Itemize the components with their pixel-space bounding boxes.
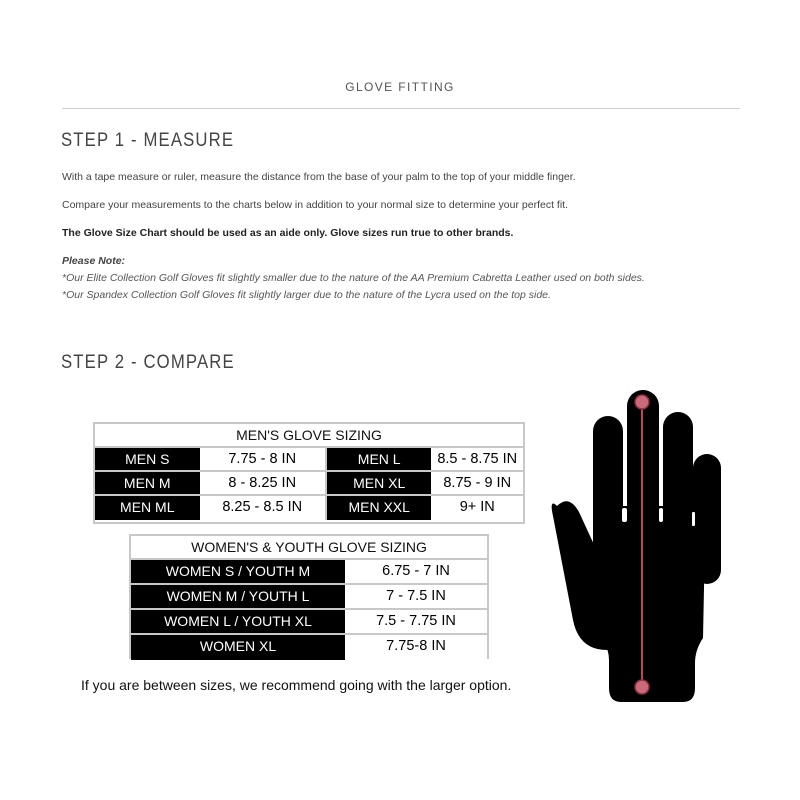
note-elite-collection: *Our Elite Collection Golf Gloves fit slightly smaller due to the nature of the AA Premium Cabretta Leather used on both sides.	[62, 272, 645, 284]
size-value: 7.75-8 IN	[345, 635, 487, 660]
size-value: 8.25 - 8.5 IN	[200, 496, 327, 520]
size-label: MEN M	[95, 472, 200, 494]
note-spandex-collection: *Our Spandex Collection Golf Gloves fit slightly larger due to the nature of the Lycra used on the top side.	[62, 289, 551, 301]
table-row	[95, 448, 523, 472]
compare-instruction: Compare your measurements to the charts below in addition to your normal size to determine your perfect fit.	[62, 199, 568, 211]
step2-heading: STEP 2 - COMPARE	[61, 352, 235, 373]
size-label: WOMEN M / YOUTH L	[131, 585, 345, 608]
size-value: 6.75 - 7 IN	[345, 560, 487, 583]
mens-table-title: MEN'S GLOVE SIZING	[95, 424, 523, 448]
size-value: 7 - 7.5 IN	[345, 585, 487, 608]
measure-marker-top	[635, 395, 649, 409]
step1-heading: STEP 1 - MEASURE	[61, 130, 235, 151]
table-row	[131, 560, 487, 585]
table-row	[131, 585, 487, 610]
title-divider	[62, 108, 740, 109]
size-label: MEN XXL	[327, 496, 432, 520]
table-row	[131, 610, 487, 635]
size-label: MEN ML	[95, 496, 200, 520]
size-value: 8 - 8.25 IN	[200, 472, 327, 494]
size-value: 7.5 - 7.75 IN	[345, 610, 487, 633]
size-label: MEN L	[327, 448, 432, 470]
hand-silhouette	[552, 390, 721, 702]
note-label: Please Note:	[62, 255, 126, 267]
womens-table-title: WOMEN'S & YOUTH GLOVE SIZING	[131, 536, 487, 560]
size-label: WOMEN L / YOUTH XL	[131, 610, 345, 633]
size-label: MEN XL	[327, 472, 432, 494]
mens-size-table	[93, 422, 525, 524]
womens-youth-size-table	[129, 534, 489, 659]
size-value: 7.75 - 8 IN	[200, 448, 327, 470]
sizing-recommendation: If you are between sizes, we recommend going with the larger option.	[81, 677, 512, 693]
hand-measure-icon	[545, 388, 730, 708]
size-label: WOMEN S / YOUTH M	[131, 560, 345, 583]
measure-marker-bottom	[635, 680, 649, 694]
chart-disclaimer: The Glove Size Chart should be used as an aide only. Glove sizes run true to other brands.	[62, 227, 514, 239]
page-title: GLOVE FITTING	[345, 80, 455, 94]
table-row	[95, 472, 523, 496]
size-value: 8.75 - 9 IN	[431, 472, 523, 494]
size-label: WOMEN XL	[131, 635, 345, 660]
table-row	[95, 496, 523, 520]
measure-instruction: With a tape measure or ruler, measure the distance from the base of your palm to the top of your middle finger.	[62, 171, 576, 183]
size-value: 9+ IN	[431, 496, 523, 520]
size-label: MEN S	[95, 448, 200, 470]
table-row	[131, 635, 487, 660]
size-value: 8.5 - 8.75 IN	[431, 448, 523, 470]
